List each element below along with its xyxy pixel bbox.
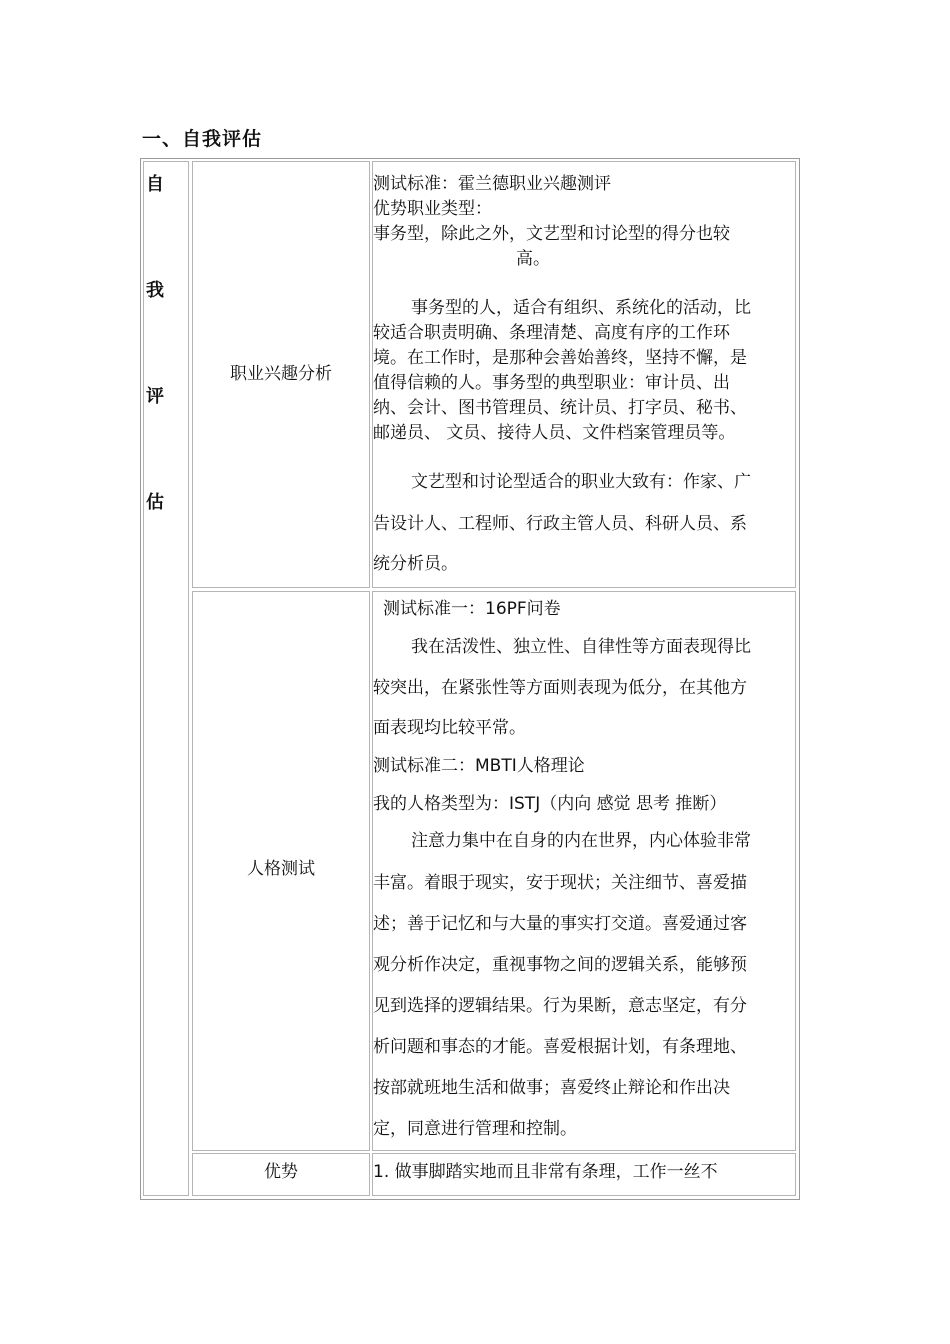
personality-line: 测试标准一：16PF问卷 <box>383 599 561 619</box>
personality-line: 述；善于记忆和与大量的事实打交道。喜爱通过客 <box>373 914 747 934</box>
strength-label: 优势 <box>264 1162 298 1182</box>
interest-line: 优势职业类型： <box>373 199 492 219</box>
personality-label: 人格测试 <box>247 859 315 879</box>
interest-line: 统分析员。 <box>373 554 458 574</box>
personality-line: 较突出，在紧张性等方面则表现为低分，在其他方 <box>373 678 747 698</box>
interest-line: 高。 <box>516 249 550 269</box>
side-char: 评 <box>146 386 164 407</box>
personality-line: 析问题和事态的才能。喜爱根据计划，有条理地、 <box>373 1037 747 1057</box>
interest-line: 测试标准：霍兰德职业兴趣测评 <box>373 174 611 194</box>
personality-line: 面表现均比较平常。 <box>373 718 526 738</box>
personality-line: 我的人格类型为：ISTJ（内向 感觉 思考 推断） <box>373 794 727 814</box>
interest-line: 告设计人、工程师、行政主管人员、科研人员、系 <box>373 514 747 534</box>
interest-line: 邮递员、 文员、接待人员、文件档案管理员等。 <box>373 423 736 443</box>
interest-line: 事务型，除此之外，文艺型和讨论型的得分也较 <box>373 224 730 244</box>
strength-line: 1. 做事脚踏实地而且非常有条理，工作一丝不 <box>373 1162 718 1182</box>
section-heading: 一、自我评估 <box>142 128 263 150</box>
personality-line: 我在活泼性、独立性、自律性等方面表现得比 <box>411 637 751 657</box>
interest-line: 较适合职责明确、条理清楚、高度有序的工作环 <box>373 323 730 343</box>
interest-line: 文艺型和讨论型适合的职业大致有：作家、广 <box>411 472 751 492</box>
personality-line: 定，同意进行管理和控制。 <box>373 1119 577 1139</box>
side-char: 估 <box>146 492 164 513</box>
interest-line: 事务型的人，适合有组织、系统化的活动，比 <box>411 298 751 318</box>
side-char: 我 <box>146 280 164 301</box>
personality-line: 丰富。着眼于现实，安于现状；关注细节、喜爱描 <box>373 873 747 893</box>
personality-line: 按部就班地生活和做事；喜爱终止辩论和作出决 <box>373 1078 730 1098</box>
personality-line: 注意力集中在自身的内在世界，内心体验非常 <box>411 831 751 851</box>
interest-label: 职业兴趣分析 <box>230 364 332 384</box>
side-cell <box>143 161 189 1196</box>
interest-line: 境。在工作时，是那种会善始善终，坚持不懈，是 <box>373 348 747 368</box>
side-char: 自 <box>146 174 164 195</box>
personality-line: 测试标准二：MBTI人格理论 <box>373 756 585 776</box>
personality-line: 观分析作决定，重视事物之间的逻辑关系，能够预 <box>373 955 747 975</box>
interest-line: 值得信赖的人。事务型的典型职业：审计员、出 <box>373 373 730 393</box>
personality-line: 见到选择的逻辑结果。行为果断，意志坚定，有分 <box>373 996 747 1016</box>
interest-line: 纳、会计、图书管理员、统计员、打字员、秘书、 <box>373 398 747 418</box>
